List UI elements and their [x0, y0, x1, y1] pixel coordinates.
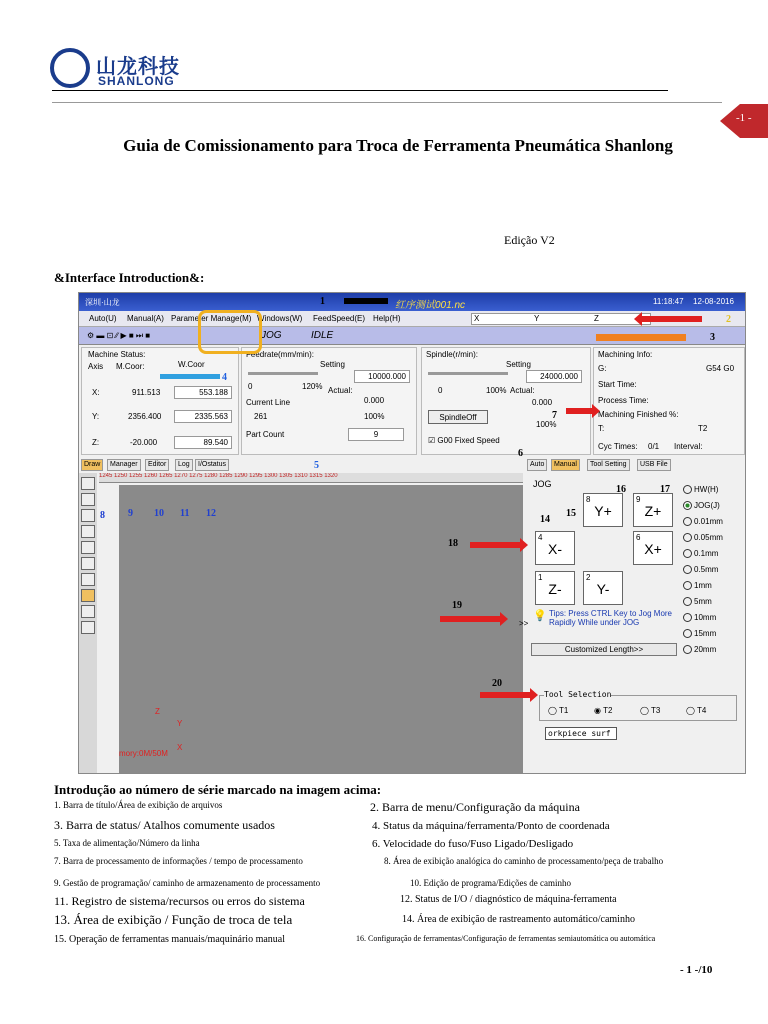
callout-number: 5 [314, 460, 319, 471]
jog-key-label: X- [548, 541, 562, 557]
tool-selection-title: Tool Selection [544, 690, 612, 699]
caption-item: 10. Edição de programa/Edições de caminho [410, 878, 571, 888]
jog-key-number: 4 [538, 533, 543, 542]
tool-selection-group [539, 690, 737, 721]
spindle-min: 0 [438, 386, 443, 395]
left-tab-bar [79, 459, 523, 471]
axis-x-label: X: [92, 388, 100, 397]
spindle-actual-label: Actual: [510, 386, 535, 395]
toolbar-mode: JOG [261, 330, 282, 341]
workpiece-surface-button[interactable]: orkpiece surf [545, 727, 617, 740]
callout-number: 18 [448, 538, 458, 549]
jog-y-minus-button[interactable] [583, 571, 623, 605]
radio-label: 15mm [694, 629, 717, 638]
caption-item: 16. Configuração de ferramentas/Configuração de ferramentas semiautomática ou automática [356, 934, 656, 943]
start-time-label: Start Time: [598, 380, 637, 389]
callout-number: 12 [206, 508, 216, 519]
titlebar-date: 12-08-2016 [693, 297, 734, 306]
draw-toolbar [79, 473, 97, 773]
tab-log[interactable]: Log [175, 459, 193, 471]
section-heading: &Interface Introduction&: [54, 270, 205, 285]
spindle-title: Spindle(r/min): [426, 350, 479, 359]
radio-label: 0.05mm [694, 533, 723, 542]
tab-manual[interactable]: Manual [551, 459, 580, 471]
toolbar-icons[interactable]: ⚙ ▬ ⊡ ∕∕ ▶ ■ ⏭ ■ [87, 331, 151, 340]
menu-auto[interactable]: Auto(U) [89, 314, 117, 323]
callout-number: 16 [616, 484, 626, 495]
spindle-actual-pct: 100% [536, 420, 557, 429]
axis-z-wcoor: 89.540 [174, 436, 232, 449]
feedrate-panel [241, 347, 417, 455]
callout-arrow [596, 334, 686, 341]
radio-label: 1mm [694, 581, 712, 590]
spindle-off-button[interactable]: SpindleOff [428, 410, 488, 424]
radio-10mm[interactable] [683, 613, 716, 622]
tool-t3-radio[interactable]: ◯ T3 [640, 706, 661, 715]
caption-item: 2. Barra de menu/Configuração da máquina [370, 800, 580, 814]
header-rule [52, 90, 668, 91]
feed-pct: 120% [302, 382, 323, 391]
draw-tool-icon[interactable] [81, 541, 95, 554]
machining-title: Machining Info: [598, 350, 653, 359]
jog-key-label: Z- [548, 581, 562, 597]
caption-item: 1. Barra de título/Área de exibição de arquivos [54, 800, 223, 810]
titlebar-app-name: 深圳·山龙 [85, 298, 120, 307]
feed-actual-label: Actual: [328, 386, 353, 395]
callout-number: 19 [452, 600, 462, 611]
radio-label: 5mm [694, 597, 712, 606]
feed-actual-value: 0.000 [364, 396, 385, 405]
radio-20mm[interactable] [683, 645, 716, 654]
radio-label: 0.1mm [694, 549, 719, 558]
radio-label: HW(H) [694, 485, 719, 494]
radio-label: 10mm [694, 613, 717, 622]
menu-feedspeed[interactable]: FeedSpeed(E) [313, 314, 366, 323]
tool-t2-label: T2 [603, 706, 613, 715]
radio-1mm[interactable] [683, 581, 712, 590]
tool-t-value: T2 [698, 424, 708, 433]
draw-tool-icon[interactable] [81, 525, 95, 538]
callout-arrow [470, 542, 520, 548]
jog-label: JOG [533, 479, 552, 489]
callout-number: 10 [154, 508, 164, 519]
radio-15mm[interactable] [683, 629, 716, 638]
callout-number: 3 [710, 332, 715, 343]
caption-item: 15. Operação de ferramentas manuais/maquinário manual [54, 934, 286, 945]
line-pct: 100% [364, 412, 385, 421]
jog-z-plus-button[interactable] [633, 493, 673, 527]
manual-panel [519, 459, 746, 774]
machining-info-panel [593, 347, 745, 455]
draw-tool-icon[interactable] [81, 573, 95, 586]
callout-number: 9 [128, 508, 133, 519]
company-logo [50, 48, 210, 92]
menu-help[interactable]: Help(H) [373, 314, 401, 323]
xyz-x-label: X [474, 314, 480, 323]
caption-item: 6. Velocidade do fuso/Fuso Ligado/Desligado [372, 838, 574, 850]
menu-parameter-manage[interactable]: Parameter Manage(M) [171, 314, 252, 323]
radio-0-1mm[interactable] [683, 549, 718, 558]
tool-t2-radio[interactable]: ◉ T2 [594, 706, 613, 715]
page-tag-label: -1 - [736, 112, 752, 124]
jog-key-number: 9 [636, 495, 641, 504]
jog-z-minus-button[interactable] [535, 571, 575, 605]
wcoor-header: W.Coor [178, 360, 205, 369]
caption-item: 11. Registro de sistema/recursos ou erros do sistema [54, 894, 305, 908]
process-time-label: Process Time: [598, 396, 649, 405]
axis-z-label: Z: [92, 438, 100, 447]
draw-tool-icon[interactable] [81, 589, 95, 602]
jog-x-minus-button[interactable] [535, 531, 575, 565]
draw-tool-icon[interactable] [81, 509, 95, 522]
callout-number: 1 [320, 296, 325, 307]
callout-number: 7 [552, 410, 557, 421]
logo-chinese-text: 山龙科技 [96, 54, 180, 78]
feed-min: 0 [248, 382, 253, 391]
caption-item: 4. Status da máquina/ferramenta/Ponto de coordenada [372, 820, 610, 832]
axis-y-mcoor: 2356.400 [128, 412, 162, 421]
jog-key-label: Y- [596, 581, 610, 597]
feed-setting-value[interactable]: 10000.000 [354, 370, 410, 383]
callout-number: 15 [566, 508, 576, 519]
caption-item: 7. Barra de processamento de informações / tempo de processamento [54, 856, 303, 866]
tool-t-label: T: [598, 424, 605, 433]
jog-tips: Tips: Press CTRL Key to Jog More Rapidly While under JOG [549, 609, 672, 627]
callout-arrow [566, 408, 592, 414]
caption-item: 14. Área de exibição de rastreamento automático/caminho [402, 914, 635, 925]
customized-length-button[interactable]: Customized Length>> [531, 643, 677, 656]
tab-editor[interactable]: Editor [145, 459, 169, 471]
header-rule-secondary [52, 102, 722, 103]
jog-key-label: Z+ [644, 503, 662, 519]
lightbulb-icon: 💡 [533, 610, 547, 622]
spindle-slider[interactable] [428, 372, 508, 375]
jog-x-plus-button[interactable] [633, 531, 673, 565]
menu-windows[interactable]: Windows(W) [257, 314, 303, 323]
xyz-z-label: Z [594, 314, 599, 323]
toolbar-state: IDLE [311, 330, 334, 341]
page-tag [720, 104, 768, 138]
page-number: - 1 -/10 [680, 964, 713, 976]
spindle-actual-value: 0.000 [532, 398, 553, 407]
current-line-label: Current Line [246, 398, 291, 407]
tab-tool-setting[interactable]: Tool Setting [587, 459, 630, 471]
callout-arrow [160, 374, 220, 379]
caption-item: 9. Gestão de programação/ caminho de armazenamento de processamento [54, 878, 321, 888]
tab-manager[interactable]: Manager [107, 459, 141, 471]
axis-x-mcoor: 911.513 [132, 388, 161, 397]
current-line-value: 261 [254, 412, 268, 421]
spindle-pct: 100% [486, 386, 507, 395]
draw-tool-icon[interactable] [81, 605, 95, 618]
canvas-ruler: 1245 1250 1255 1260 1265 1270 1275 1280 1285 1290 1295 1300 1305 1310 1315 1320 [99, 473, 523, 483]
radio-0-01mm[interactable] [683, 517, 723, 526]
jog-key-number: 6 [636, 533, 641, 542]
draw-tool-icon[interactable] [81, 493, 95, 506]
titlebar-time: 11:18:47 [653, 297, 684, 306]
canvas-memory: mory:0M/50M [119, 749, 168, 758]
draw-tool-icon[interactable] [81, 557, 95, 570]
jog-key-label: Y+ [594, 503, 612, 519]
feed-setting-label: Setting [320, 360, 345, 369]
axis-y-wcoor: 2335.563 [174, 410, 232, 423]
tab-io-status[interactable]: I/Ostatus [195, 459, 229, 471]
cyc-times-value: 0/1 [648, 442, 660, 451]
radio-0-5mm[interactable] [683, 565, 718, 574]
jog-y-plus-button[interactable] [583, 493, 623, 527]
collapse-toggle[interactable]: >> [519, 619, 529, 628]
radio-label: 0.01mm [694, 517, 723, 526]
axis-z-mcoor: -20.000 [130, 438, 158, 447]
callout-number: 2 [726, 314, 731, 325]
machine-status-title: Machine Status: [88, 350, 146, 359]
radio-label: 20mm [694, 645, 717, 654]
mcoor-header: M.Coor: [116, 362, 145, 371]
callout-number: 8 [100, 510, 105, 521]
app-titlebar [79, 293, 746, 311]
machining-g-label: G: [598, 364, 607, 373]
tab-usb-file[interactable]: USB File [637, 459, 671, 471]
tool-t4-radio[interactable]: ◯ T4 [686, 706, 707, 715]
callout-number: 14 [540, 514, 550, 525]
callout-arrow [344, 298, 388, 304]
part-count-label: Part Count [246, 430, 285, 439]
g00-checkbox[interactable]: ☑ G00 Fixed Speed [428, 436, 500, 445]
xyz-y-label: Y [534, 314, 540, 323]
jog-key-number: 8 [586, 495, 591, 504]
cyc-times-label: Cyc Times: [598, 442, 638, 451]
caption-item: 13. Área de exibição / Função de troca de tela [54, 912, 293, 927]
caption-item: 5. Taxa de alimentação/Número da linha [54, 838, 200, 848]
spindle-setting-value[interactable]: 24000.000 [526, 370, 582, 383]
interval-label: Interval: [674, 442, 703, 451]
coordinate-input[interactable] [471, 313, 651, 325]
machining-g-value: G54 G0 [706, 364, 735, 373]
tool-t4-label: T4 [697, 706, 707, 715]
annotation-bubble [198, 310, 262, 354]
path-display-canvas[interactable] [119, 485, 523, 773]
edition-label: Edição V2 [504, 233, 555, 247]
jog-key-number: 1 [538, 573, 543, 582]
logo-emblem-icon [50, 48, 90, 88]
radio-hw[interactable] [683, 485, 718, 494]
cnc-interface-screenshot [78, 292, 746, 774]
tab-draw[interactable]: Draw [81, 459, 103, 471]
part-count-value: 9 [348, 428, 404, 441]
axis-header: Axis [88, 362, 104, 371]
callout-number: 6 [518, 448, 523, 459]
canvas-z-label: Z [155, 707, 160, 716]
spindle-setting-label: Setting [506, 360, 531, 369]
canvas-y-label: Y [177, 719, 183, 728]
axis-x-wcoor: 553.188 [174, 386, 232, 399]
callout-arrow [440, 616, 500, 622]
callout-number: 17 [660, 484, 670, 495]
logo-english-text: SHANLONG [98, 74, 175, 88]
radio-jog[interactable] [683, 501, 720, 510]
caption-item: 12. Status de I/O / diagnóstico de máquina-ferramenta [400, 894, 617, 905]
draw-tool-icon[interactable] [81, 621, 95, 634]
radio-0-05mm[interactable] [683, 533, 723, 542]
captions-heading: Introdução ao número de série marcado na imagem acima: [54, 782, 382, 797]
tab-auto[interactable]: Auto [527, 459, 547, 471]
finished-label: Machining Finished %: [598, 410, 679, 419]
radio-label: JOG(J) [694, 501, 720, 510]
callout-number: 11 [180, 508, 190, 519]
canvas-x-label: X [177, 743, 183, 752]
callout-arrow [480, 692, 530, 698]
machine-status-panel [81, 347, 239, 455]
spindle-panel [421, 347, 591, 455]
caption-item: 8. Área de exibição analógica do caminho de processamento/peça de trabalho [384, 856, 664, 866]
g00-label: G00 Fixed Speed [437, 436, 500, 445]
tool-t3-label: T3 [651, 706, 661, 715]
callout-number: 20 [492, 678, 502, 689]
feed-slider[interactable] [248, 372, 318, 375]
callout-number: 4 [222, 372, 227, 383]
menu-manual[interactable]: Manual(A) [127, 314, 164, 323]
tool-t1-label: T1 [559, 706, 569, 715]
radio-label: 0.5mm [694, 565, 719, 574]
axis-y-label: Y: [92, 412, 100, 421]
caption-item: 3. Barra de status/ Atalhos comumente usados [54, 818, 275, 832]
tool-t1-radio[interactable]: ◯ T1 [548, 706, 569, 715]
draw-tool-icon[interactable] [81, 477, 95, 490]
jog-key-number: 2 [586, 573, 591, 582]
titlebar-filename: 红序测试001.nc [395, 300, 466, 311]
document-title: Guia de Comissionamento para Troca de Ferramenta Pneumática Shanlong [123, 136, 673, 155]
jog-key-label: X+ [644, 541, 662, 557]
feedrate-title: Feedrate(mm/min): [246, 350, 315, 359]
callout-arrow [642, 316, 702, 322]
radio-5mm[interactable] [683, 597, 712, 606]
